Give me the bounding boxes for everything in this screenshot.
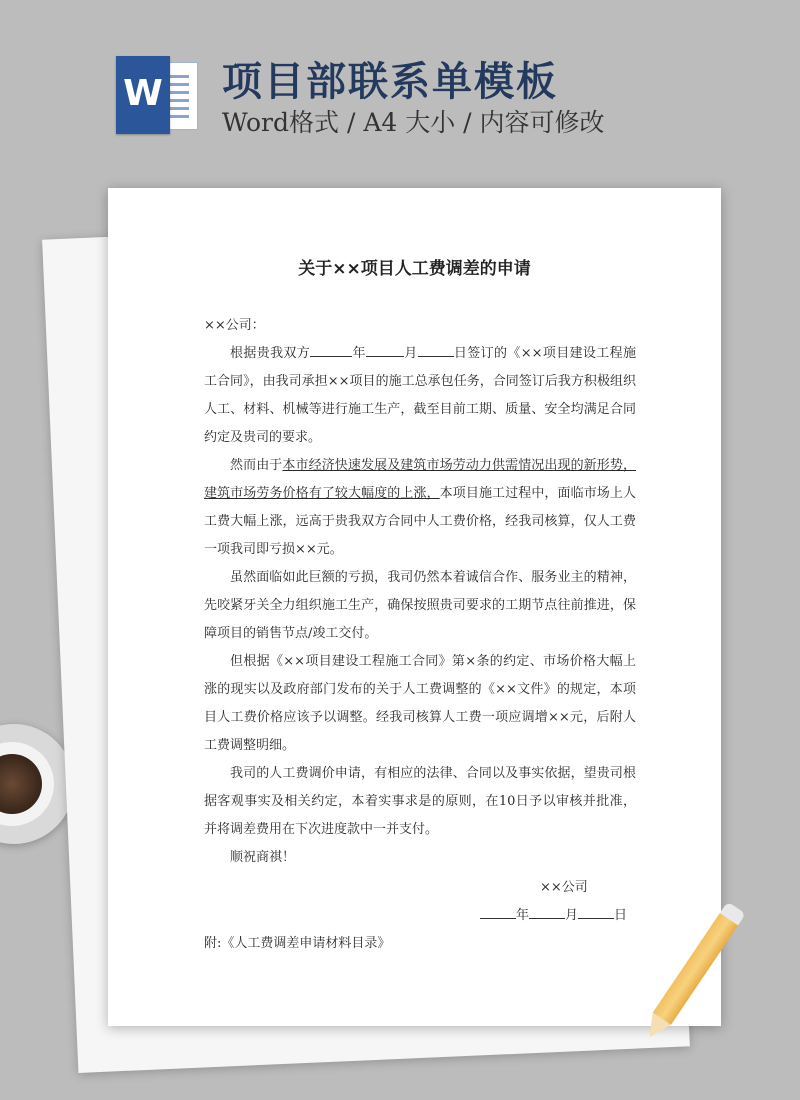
sign-day-blank (578, 904, 614, 919)
closing: 顺祝商祺！ (230, 850, 296, 865)
page-title: 项目部联系单模板 (222, 58, 558, 105)
sign-day-label: 日 (614, 908, 628, 923)
salutation: ××公司： (204, 318, 265, 333)
p2-underlined-text: 本市经济快速发展及建筑市场劳动力供需情况出现的新形势，建筑市场劳务价格有了较大幅度的上涨， (204, 458, 636, 501)
paragraph-4: 但根据《××项目建设工程施工合同》第×条的约定、市场价格大幅上涨的现实以及政府部门发布的关于人工费调整的《××文件》的规定，本项目人工费价格应该予以调整。经我司核算人工费一项应调增××元，后附人工费调整明细。 (204, 654, 636, 753)
document-title: 关于××项目人工费调差的申请 (298, 259, 531, 279)
word-icon (116, 56, 200, 134)
document-page (108, 188, 721, 1026)
word-icon-letter: W (123, 73, 163, 114)
sign-year-blank (480, 904, 516, 919)
p2-text-a: 然而由于 (230, 458, 283, 473)
p1-year-label: 年 (352, 346, 366, 361)
signature-date (480, 904, 627, 923)
day-blank (418, 342, 454, 357)
sign-month-blank (529, 904, 565, 919)
paragraph-5: 我司的人工费调价申请，有相应的法律、合同以及事实依据，望贵司根据客观事实及相关约定，本着实事求是的原则，在10日予以审核并批准，并将调差费用在下次进度款中一并支付。 (204, 766, 636, 837)
sign-year-label: 年 (516, 908, 530, 923)
month-blank (366, 342, 404, 357)
page-subtitle: Word格式 / A4 大小 / 内容可修改 (222, 108, 605, 137)
p2-text-b: 本项目施工过程中，面临市场上人工费大幅上涨，远高于贵我双方合同中人工费价格，经我司核算，仅人工费一项我司即亏损××元。 (204, 486, 636, 557)
paragraph-1 (204, 340, 636, 452)
sign-month-label: 月 (565, 908, 579, 923)
paragraph-3: 虽然面临如此巨额的亏损，我司仍然本着诚信合作、服务业主的精神，先咬紧牙关全力组织施工生产，确保按照贵司要求的工期节点往前推进，保障项目的销售节点/竣工交付。 (204, 570, 636, 641)
document-body (204, 312, 636, 872)
word-icon-tile (116, 56, 170, 134)
attachment-note: 附:《人工费调差申请材料目录》 (204, 936, 391, 951)
signature-company: ××公司 (540, 880, 588, 895)
p1-text-b: 日签订的《××项目建设工程施工合同》，由我司承担××项目的施工总承包任务，合同签订后我方积极组织人工、材料、机械等进行施工生产，截至目前工期、质量、安全均满足合同约定及贵司的要求。 (204, 346, 636, 445)
paragraph-2 (204, 452, 636, 564)
p1-month-label: 月 (403, 346, 418, 361)
year-blank (310, 342, 352, 357)
p1-text-a: 根据贵我双方 (230, 346, 311, 361)
